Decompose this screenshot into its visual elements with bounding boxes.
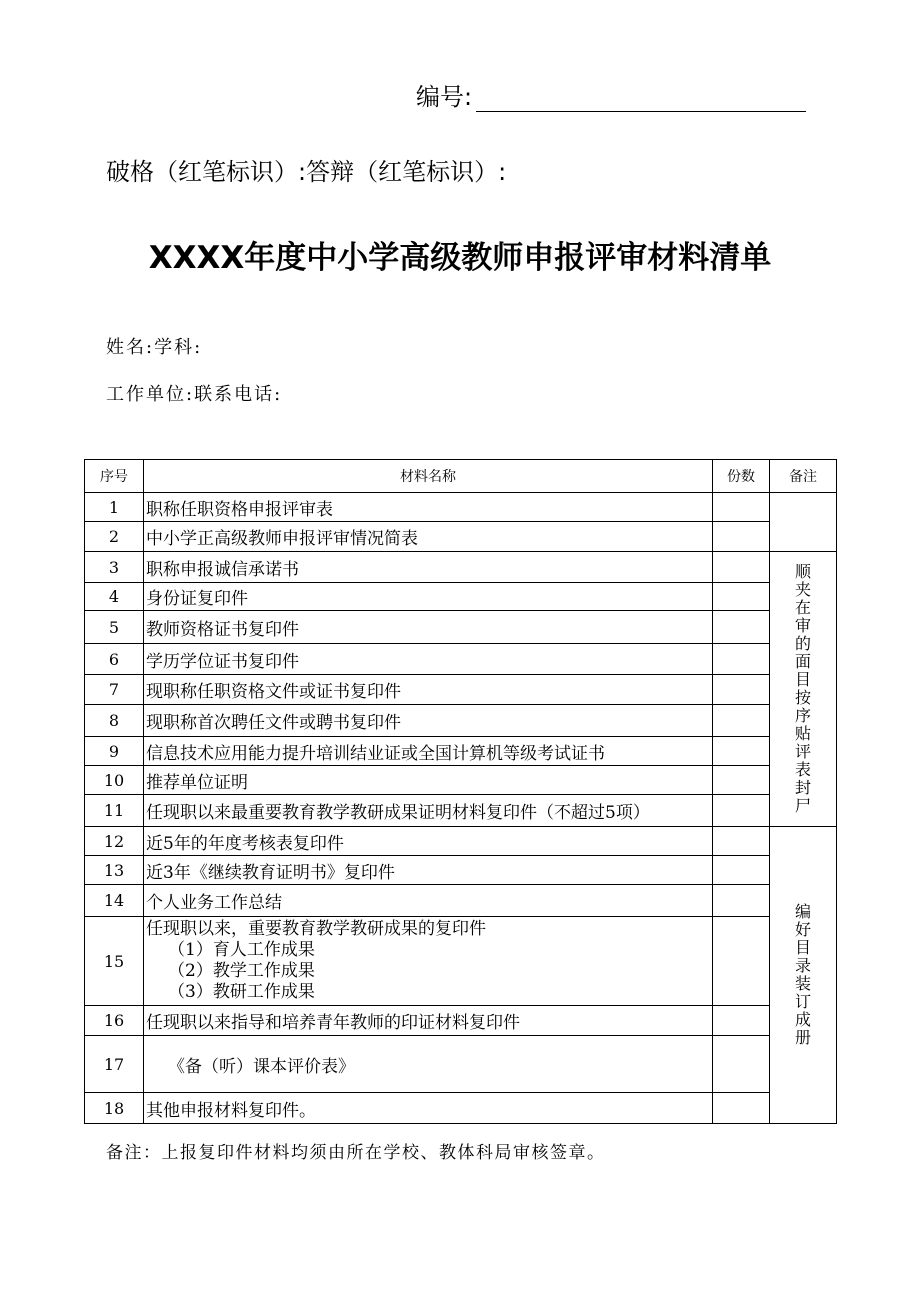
row-no: 9 (85, 737, 144, 766)
review-mark-line: 破格（红笔标识）:答辩（红笔标识）: (106, 158, 507, 186)
table-row (85, 1006, 837, 1036)
header-no: 序号 (85, 460, 144, 493)
header-copies: 份数 (713, 460, 770, 493)
table-row (85, 1036, 837, 1093)
row-copies (713, 522, 770, 552)
row-no: 12 (85, 827, 144, 856)
row-sub-item: （3）教研工作成果 (168, 981, 315, 1002)
table-row (85, 856, 837, 885)
row-sub-item: （2）教学工作成果 (168, 960, 315, 981)
row-copies (713, 675, 770, 705)
row-copies (713, 1006, 770, 1036)
table-header-row (85, 460, 837, 493)
row-copies (713, 737, 770, 766)
row-name: 信息技术应用能力提升培训结业证或全国计算机等级考试证书 (144, 737, 713, 766)
row-name: 其他申报材料复印件。 (144, 1093, 713, 1124)
row-copies (713, 885, 770, 917)
row-name: 学历学位证书复印件 (144, 644, 713, 675)
row-name: 现职称任职资格文件或证书复印件 (144, 675, 713, 705)
table-row (85, 611, 837, 644)
row-name: 近3年《继续教育证明书》复印件 (144, 856, 713, 885)
table-row (85, 675, 837, 705)
row-copies (713, 917, 770, 1006)
row-name: 职称申报诚信承诺书 (144, 552, 713, 583)
remark-group-1 (770, 552, 837, 827)
remark-group-1-text: 顺夹在审的面目按序贴评表封尸 (794, 562, 811, 815)
row-copies (713, 795, 770, 827)
row-name: 职称任职资格申报评审表 (144, 493, 713, 522)
row-no: 1 (85, 493, 144, 522)
table-row (85, 885, 837, 917)
table-row (85, 917, 837, 1006)
row-copies (713, 1036, 770, 1093)
header-remark: 备注 (770, 460, 837, 493)
table-row (85, 522, 837, 552)
row-no: 17 (85, 1036, 144, 1093)
row-no: 6 (85, 644, 144, 675)
row-copies (713, 1093, 770, 1124)
number-label: 编号: (416, 83, 473, 111)
unit-phone-line: 工作单位:联系电话: (106, 384, 283, 405)
name-subject-line: 姓名:学科: (106, 337, 203, 358)
material-table (84, 459, 837, 1124)
row-name: 教师资格证书复印件 (144, 611, 713, 644)
table-row (85, 583, 837, 611)
document-title: XXXX年度中小学高级教师申报评审材料清单 (148, 240, 772, 276)
row-no: 13 (85, 856, 144, 885)
row-copies (713, 583, 770, 611)
row-copies (713, 644, 770, 675)
row-copies (713, 552, 770, 583)
number-field (416, 82, 806, 112)
row-name-multi (144, 917, 713, 1006)
row-no: 3 (85, 552, 144, 583)
table-row (85, 1093, 837, 1124)
row-name: 《备（听）课本评价表》 (144, 1036, 713, 1093)
row-copies (713, 611, 770, 644)
table-row (85, 705, 837, 737)
row-copies (713, 856, 770, 885)
number-blank-line (476, 87, 806, 112)
table-row (85, 827, 837, 856)
row-no: 15 (85, 917, 144, 1006)
row-name: 任现职以来最重要教育教学教研成果证明材料复印件（不超过5项） (144, 795, 713, 827)
row-no: 14 (85, 885, 144, 917)
row-no: 10 (85, 766, 144, 795)
row-no: 16 (85, 1006, 144, 1036)
footnote: 备注：上报复印件材料均须由所在学校、教体科局审核签章。 (106, 1143, 606, 1163)
row-copies (713, 827, 770, 856)
row-name: 近5年的年度考核表复印件 (144, 827, 713, 856)
row-no: 7 (85, 675, 144, 705)
row-no: 18 (85, 1093, 144, 1124)
row-sub-item: （1）育人工作成果 (168, 939, 315, 960)
row-no: 2 (85, 522, 144, 552)
row-no: 5 (85, 611, 144, 644)
table-row (85, 493, 837, 522)
row-name: 现职称首次聘任文件或聘书复印件 (144, 705, 713, 737)
row-name: 任现职以来指导和培养青年教师的印证材料复印件 (144, 1006, 713, 1036)
row-copies (713, 705, 770, 737)
table-row (85, 552, 837, 583)
row-copies (713, 493, 770, 522)
table-row (85, 737, 837, 766)
row-no: 8 (85, 705, 144, 737)
remark-group-2-text: 编好目录装订成册 (794, 902, 811, 1047)
row-name: 推荐单位证明 (144, 766, 713, 795)
row-name: 身份证复印件 (144, 583, 713, 611)
row-no: 11 (85, 795, 144, 827)
table-row (85, 766, 837, 795)
header-name: 材料名称 (144, 460, 713, 493)
table-row (85, 795, 837, 827)
row-name: 任现职以来，重要教育教学教研成果的复印件 (146, 918, 486, 939)
row-no: 4 (85, 583, 144, 611)
remark-group-2 (770, 827, 837, 1124)
row-name-multi-body (146, 918, 712, 1005)
table-row (85, 644, 837, 675)
row-name: 个人业务工作总结 (144, 885, 713, 917)
row-remark-empty (770, 493, 837, 552)
row-name: 中小学正高级教师申报评审情况简表 (144, 522, 713, 552)
row-copies (713, 766, 770, 795)
